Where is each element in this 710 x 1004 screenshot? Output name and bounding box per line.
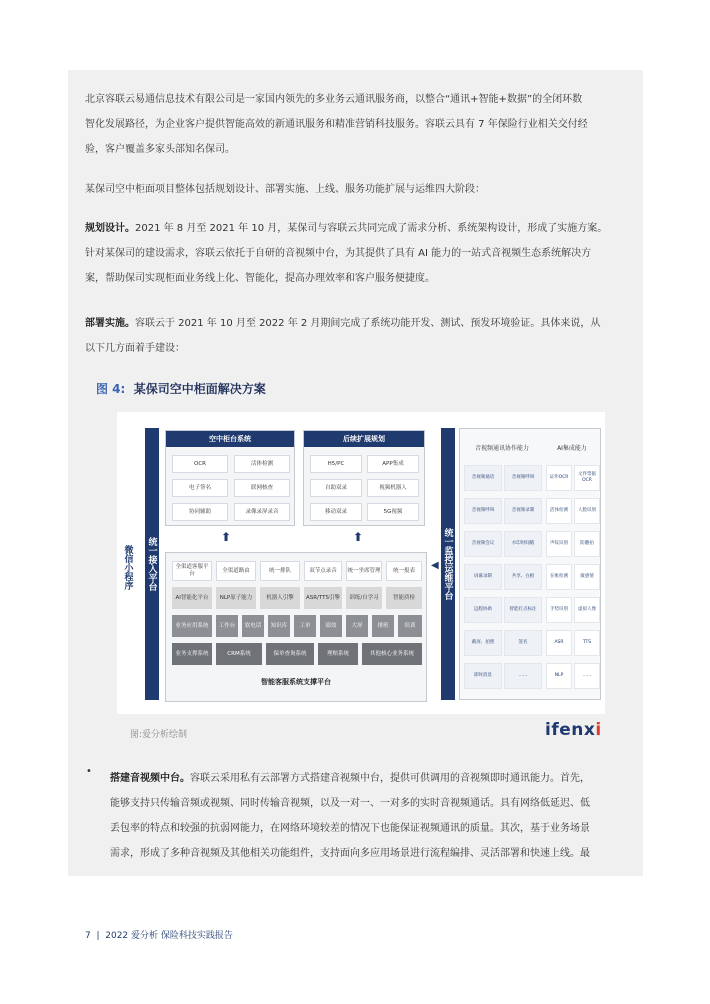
av-capability-cell: 即时消息	[464, 663, 502, 689]
ai-capability-cell: NLP	[546, 663, 572, 689]
av-capability-cell: 屏幕录制	[464, 564, 502, 590]
av-capability-cell: 音视频会议	[464, 531, 502, 557]
platform-cell: 排班	[372, 615, 394, 637]
av-capability-cell: 音视频呼叫	[504, 465, 542, 491]
support-platform-box	[165, 552, 427, 702]
planning-lead: 规划设计。	[85, 223, 135, 234]
kongzhong-header: 空中柜台系统	[166, 431, 294, 447]
ai-capability-cell: 防翻拍	[574, 531, 600, 557]
kongzhong-item: 联网核查	[234, 479, 290, 497]
av-platform-line-3: 丢包率的特点和较强的抗弱网能力，在网络环境较差的情况下也能保证视频通讯的质量。其次，基于业务场景	[110, 823, 590, 834]
report-title: 2022 爱分析 保险科技实践报告	[105, 931, 233, 941]
deployment-line-1: 容联云于 2021 年 10 月至 2022 年 2 月期间完成了系统功能开发、测试、预发环境验证。具体来说，从	[135, 318, 601, 329]
ai-capability-header: AI集成能力	[557, 444, 587, 452]
future-item: 5G视频	[367, 503, 419, 521]
av-capability-cell: 音视频录制	[504, 498, 542, 524]
ai-capability-cell: 活体检测	[546, 498, 572, 524]
deployment-line-2: 以下几方面着手建设：	[85, 343, 185, 354]
capability-box	[459, 428, 601, 700]
wechat-mini-program-label: 微信小程序	[122, 544, 133, 590]
platform-label: 智能客服系统支撑平台	[261, 678, 331, 686]
left-arrow-icon: ◀	[431, 560, 439, 571]
logo-text: ifenx	[545, 720, 596, 740]
up-arrow-icon: ⬆	[221, 530, 232, 544]
kongzhong-item: 协同辅助	[172, 503, 228, 521]
figure-title	[96, 380, 266, 397]
av-platform-lead: 搭建音视频中台。	[110, 773, 190, 784]
ai-capability-cell: 声纹识别	[546, 531, 572, 557]
intro-line-1: 北京容联云易通信息技术有限公司是一家国内领先的多业务云通讯服务商，以整合“通讯+智能+数据”的全闭环数	[85, 94, 583, 105]
av-capability-cell: 音视频呼叫	[464, 498, 502, 524]
ai-capability-cell: ASR	[546, 630, 572, 656]
av-capability-cell: ……	[504, 663, 542, 689]
deployment-lead: 部署实施。	[85, 318, 135, 329]
ai-capability-cell: 文件票据OCR	[574, 465, 600, 491]
kongzhong-item: 录像录屏录音	[234, 503, 290, 521]
logo-dot: i	[595, 720, 602, 740]
unified-monitor-bar: 统一监控运维平台	[441, 428, 455, 700]
platform-cell: 培训	[398, 615, 422, 637]
platform-cell: NLP原子能力	[216, 587, 256, 609]
platform-cell: 保单查询系统	[266, 643, 314, 665]
platform-cell: 绩效	[320, 615, 342, 637]
future-item: APP集成	[367, 455, 419, 473]
platform-cell: 全渠道路由	[216, 561, 256, 581]
av-capability-cell: 音视频通话	[464, 465, 502, 491]
av-capability-cell: 截屏、拍照	[464, 630, 502, 656]
av-capability-cell: 共享、白板	[504, 564, 542, 590]
planning-paragraph	[85, 216, 630, 291]
platform-cell: 大屏	[346, 615, 368, 637]
platform-cell: 智能质检	[386, 587, 422, 609]
ai-capability-cell: ……	[574, 663, 600, 689]
av-platform-line-1: 容联云采用私有云部署方式搭建音视频中台，提供可供调用的音视频即时通讯能力。首先，	[190, 773, 590, 784]
footer-separator: |	[96, 931, 100, 941]
intro-paragraph	[85, 87, 630, 162]
platform-cell: 知识库	[268, 615, 290, 637]
stages-text: 某保司空中柜面项目整体包括规划设计、部署实施、上线、服务功能扩展与运维四大阶段：	[85, 184, 485, 195]
av-platform-line-2: 能够支持只传输音频或视频、同时传输音视频，以及一对一、一对多的实时音视频通话。具有网络低延迟、低	[110, 798, 590, 809]
kongzhong-system-box	[165, 430, 295, 526]
future-planning-box	[303, 430, 425, 526]
platform-cell: 统一排队	[260, 561, 300, 581]
ai-capability-cell: 在帐检测	[546, 564, 572, 590]
ai-capability-cell: TTS	[574, 630, 600, 656]
platform-cell: 业务应用系统	[172, 615, 212, 637]
ai-capability-cell: 证件OCR	[546, 465, 572, 491]
ai-capability-cell: 手势识别	[546, 597, 572, 623]
platform-cell: 统一坐席管理	[346, 561, 382, 581]
av-platform-line-4: 需求，形成了多种音视频及其他相关功能组件，支持面向多应用场景进行流程编排、灵活部署和快速上线。最	[110, 848, 590, 859]
future-item: 视频机器人	[367, 479, 419, 497]
platform-cell: 工单	[294, 615, 316, 637]
av-capability-cell: 远程协助	[464, 597, 502, 623]
av-capability-cell: 签名	[504, 630, 542, 656]
av-capability-header: 音视频通讯协作能力	[474, 444, 529, 452]
platform-cell: AI智能化平台	[172, 587, 212, 609]
platform-cell: 其他核心业务系统	[362, 643, 422, 665]
platform-cell: ASR/TTS引擎	[304, 587, 342, 609]
figure-source: 图:爱分析绘制	[130, 730, 188, 740]
platform-cell: 软电话	[242, 615, 264, 637]
platform-cell: 工作台	[216, 615, 238, 637]
page-number: 7	[85, 931, 91, 941]
platform-cell: 机器人引擎	[260, 587, 300, 609]
unified-access-bar: 统一接入平台	[145, 428, 159, 700]
ai-capability-cell: 虚拟人像	[574, 597, 600, 623]
stages-paragraph	[85, 177, 630, 202]
future-item: 移动双录	[310, 503, 362, 521]
solution-diagram	[117, 412, 605, 714]
platform-cell: 统一报表	[386, 561, 422, 581]
platform-cell: CRM系统	[216, 643, 262, 665]
intro-line-2: 智化发展路径，为企业客户提供智能高效的新通讯服务和精准营销科技服务。容联云具有 7 年保险行业相关交付经	[85, 119, 588, 130]
figure-number: 图 4:	[96, 382, 126, 396]
future-planning-header: 后续扩展规划	[304, 431, 424, 447]
platform-cell: 训练/自学习	[346, 587, 382, 609]
platform-cell: 全渠道客服平台	[172, 561, 212, 581]
kongzhong-item: 活体检测	[234, 455, 290, 473]
platform-cell: 理赔系统	[318, 643, 358, 665]
av-capability-cell: 水印时间戳	[504, 531, 542, 557]
ai-capability-cell: 敏感情	[574, 564, 600, 590]
up-arrow-icon: ⬆	[353, 530, 364, 544]
page-footer	[85, 928, 233, 941]
kongzhong-item: OCR	[172, 455, 228, 473]
intro-line-3: 验，客户覆盖多家头部知名保司。	[85, 144, 235, 155]
ai-capability-cell: 人脸识别	[574, 498, 600, 524]
deployment-paragraph	[85, 311, 630, 361]
av-platform-paragraph	[110, 766, 635, 866]
planning-line-1: 2021 年 8 月至 2021 年 10 月，某保司与容联云共同完成了需求分析、系统架构设计，形成了实施方案。	[135, 223, 608, 234]
av-capability-cell: 智能打点标注	[504, 597, 542, 623]
planning-line-2: 针对某保司的建设需求，容联云依托于自研的音视频中台，为其提供了具有 AI 能力的一站式音视频生态系统解决方	[85, 248, 592, 259]
platform-cell: 业务支撑系统	[172, 643, 212, 665]
future-item: H5/PC	[310, 455, 362, 473]
figure-caption: 某保司空中柜面解决方案	[133, 382, 266, 396]
ifenxi-logo	[545, 720, 602, 740]
planning-line-3: 案，帮助保司实现柜面业务线上化、智能化，提高办理效率和客户服务便捷度。	[85, 273, 435, 284]
kongzhong-item: 电子签名	[172, 479, 228, 497]
bullet-icon: •	[86, 766, 92, 777]
future-item: 自助双录	[310, 479, 362, 497]
platform-cell: 双节点录音	[304, 561, 342, 581]
